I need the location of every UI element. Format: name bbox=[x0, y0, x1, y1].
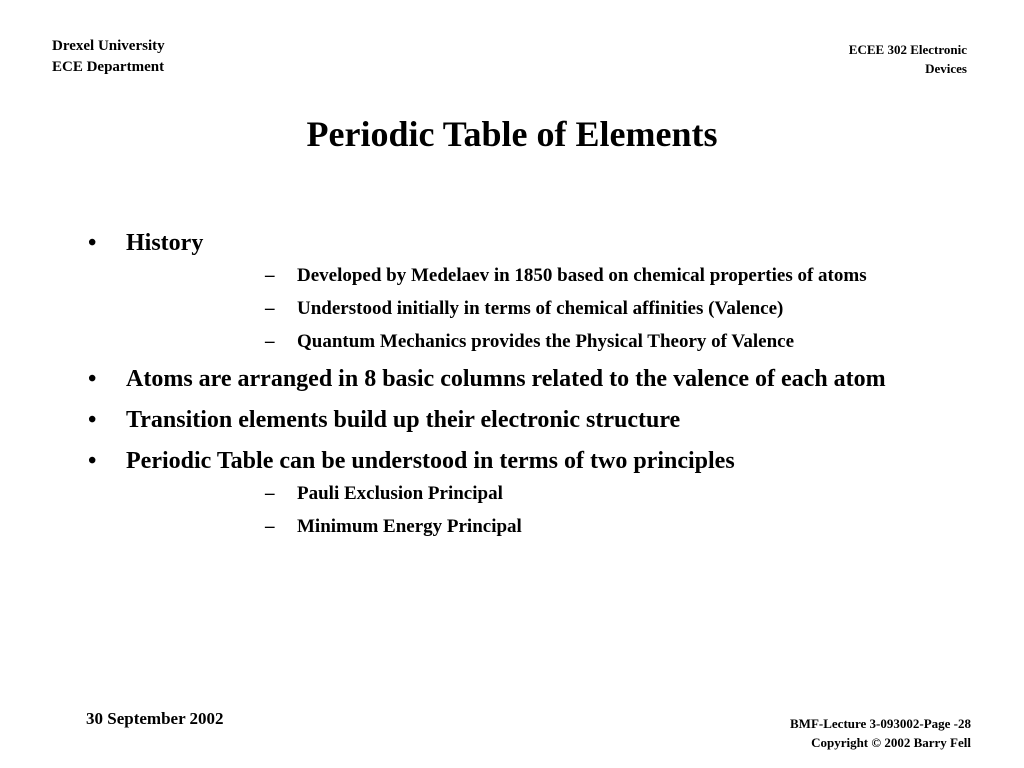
slide-title: Periodic Table of Elements bbox=[306, 114, 718, 154]
bullet-item bbox=[0, 362, 1024, 396]
footer-page-line: BMF-Lecture 3-093002-Page -28 bbox=[790, 716, 971, 731]
bullet-list bbox=[0, 226, 1024, 547]
course-line-2: Devices bbox=[925, 61, 967, 76]
sub-bullet-marker: – bbox=[265, 298, 275, 319]
sub-bullet-marker: – bbox=[265, 265, 275, 286]
bullet-text: Transition elements build up their electronic structure bbox=[126, 407, 681, 433]
sub-bullet-item bbox=[126, 295, 914, 322]
sub-bullet-marker: – bbox=[265, 516, 275, 537]
sub-bullet-item bbox=[126, 513, 914, 540]
department-name: ECE Department bbox=[52, 59, 165, 75]
sub-bullet-item bbox=[126, 262, 914, 289]
bullet-marker: • bbox=[88, 230, 97, 256]
sub-bullet-text: Quantum Mechanics provides the Physical Theory of Valence bbox=[297, 331, 795, 352]
bullet-text: History bbox=[126, 230, 204, 256]
sub-bullet-item bbox=[126, 480, 914, 507]
sub-bullet-marker: – bbox=[265, 483, 275, 504]
bullet-text: Periodic Table can be understood in terms of two principles bbox=[126, 448, 735, 474]
institution-name: Drexel University bbox=[52, 38, 165, 54]
bullet-marker: • bbox=[88, 366, 97, 392]
footer-info bbox=[790, 714, 971, 752]
sub-bullet-item bbox=[126, 328, 914, 355]
footer-date: 30 September 2002 bbox=[86, 709, 224, 728]
header-institution bbox=[52, 36, 165, 78]
bullet-marker: • bbox=[88, 407, 97, 433]
bullet-marker: • bbox=[88, 448, 97, 474]
sub-bullet-text: Minimum Energy Principal bbox=[297, 516, 522, 537]
bullet-item bbox=[0, 444, 1024, 540]
bullet-text: Atoms are arranged in 8 basic columns related to the valence of each atom bbox=[126, 366, 886, 392]
course-line-1: ECEE 302 Electronic bbox=[848, 42, 967, 57]
sub-bullet-list bbox=[126, 262, 914, 355]
sub-bullet-text: Developed by Medelaev in 1850 based on chemical properties of atoms bbox=[297, 265, 867, 286]
footer-copyright: Copyright © 2002 Barry Fell bbox=[811, 735, 971, 750]
bullet-item bbox=[0, 403, 1024, 437]
sub-bullet-list bbox=[126, 480, 914, 540]
sub-bullet-marker: – bbox=[265, 331, 275, 352]
sub-bullet-text: Understood initially in terms of chemical affinities (Valence) bbox=[297, 298, 784, 319]
sub-bullet-text: Pauli Exclusion Principal bbox=[297, 483, 503, 504]
header-course bbox=[849, 40, 967, 78]
bullet-item bbox=[0, 226, 1024, 355]
